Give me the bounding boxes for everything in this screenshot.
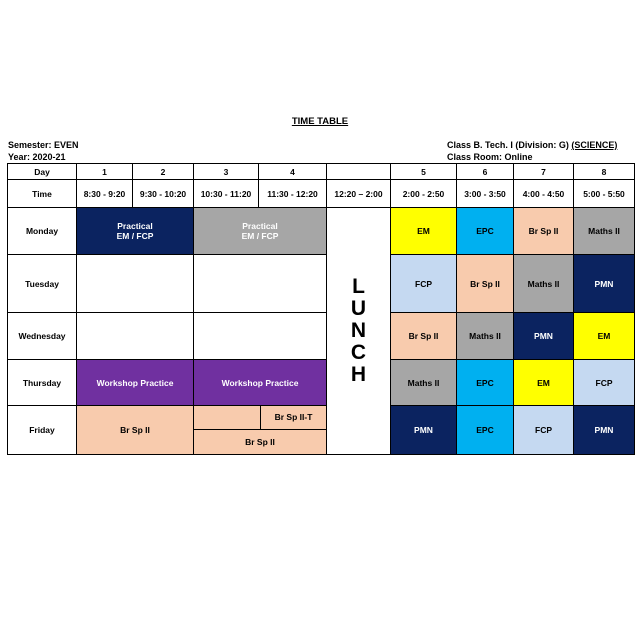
thursday-workshop-2: Workshop Practice	[194, 360, 327, 406]
wednesday-p6: Maths II	[457, 313, 514, 360]
day-label-tuesday: Tuesday	[8, 255, 77, 313]
period-header-3: 3	[194, 164, 259, 180]
day-header: Day	[8, 164, 77, 180]
wednesday-p7: PMN	[514, 313, 574, 360]
wednesday-empty-1	[77, 313, 194, 360]
period-header-lunch	[327, 164, 391, 180]
monday-practical-2	[194, 208, 327, 255]
wednesday-p8: EM	[574, 313, 635, 360]
lunch-letter-c: C	[350, 341, 367, 364]
time-slot-2: 9:30 - 10:20	[133, 180, 194, 208]
lunch-letter-l: L	[352, 275, 365, 298]
monday-practical-1-line2: EM / FCP	[116, 231, 154, 241]
time-slot-3: 10:30 - 11:20	[194, 180, 259, 208]
class-prefix: Class B. Tech. I (Division: G)	[447, 140, 569, 150]
time-slot-7: 4:00 - 4:50	[514, 180, 574, 208]
thursday-p7: EM	[514, 360, 574, 406]
friday-p7: FCP	[514, 406, 574, 455]
thursday-p5: Maths II	[391, 360, 457, 406]
time-slot-6: 3:00 - 3:50	[457, 180, 514, 208]
year-label: Year: 2020-21	[8, 152, 66, 162]
time-slot-8: 5:00 - 5:50	[574, 180, 635, 208]
thursday-workshop-1: Workshop Practice	[77, 360, 194, 406]
period-header-6: 6	[457, 164, 514, 180]
time-slot-lunch: 12:20 – 2:00	[327, 180, 391, 208]
monday-practical-1-line1: Practical	[117, 221, 153, 231]
monday-row	[8, 208, 635, 255]
wednesday-empty-2	[194, 313, 327, 360]
tuesday-row	[8, 255, 635, 313]
time-row	[8, 180, 635, 208]
friday-p8: PMN	[574, 406, 635, 455]
friday-br-sp-1: Br Sp II	[77, 406, 194, 455]
class-stream: (SCIENCE)	[571, 140, 618, 150]
lunch-letter-n: N	[350, 319, 367, 342]
day-label-wednesday: Wednesday	[8, 313, 77, 360]
time-header: Time	[8, 180, 77, 208]
wednesday-p5: Br Sp II	[391, 313, 457, 360]
monday-p5: EM	[391, 208, 457, 255]
friday-br-sp-t: Br Sp II-T	[261, 406, 327, 429]
monday-practical-2-line1: Practical	[242, 221, 278, 231]
lunch-letter-h: H	[350, 363, 367, 386]
thursday-p6: EPC	[457, 360, 514, 406]
day-label-friday: Friday	[8, 406, 77, 455]
tuesday-empty-1	[77, 255, 194, 313]
period-header-8: 8	[574, 164, 635, 180]
friday-p5: PMN	[391, 406, 457, 455]
monday-practical-2-line2: EM / FCP	[241, 231, 279, 241]
tuesday-p8: PMN	[574, 255, 635, 313]
timetable	[7, 163, 635, 455]
friday-split-table	[194, 406, 326, 454]
friday-br-sp-2: Br Sp II	[194, 429, 326, 454]
wednesday-row	[8, 313, 635, 360]
monday-p7: Br Sp II	[514, 208, 574, 255]
tuesday-p7: Maths II	[514, 255, 574, 313]
class-label	[447, 139, 617, 151]
period-header-1: 1	[77, 164, 133, 180]
lunch-column	[327, 208, 391, 455]
time-slot-5: 2:00 - 2:50	[391, 180, 457, 208]
period-header-4: 4	[259, 164, 327, 180]
time-slot-4: 11:30 - 12:20	[259, 180, 327, 208]
lunch-letter-u: U	[350, 297, 367, 320]
lunch-label	[351, 276, 366, 386]
monday-p6: EPC	[457, 208, 514, 255]
friday-p6: EPC	[457, 406, 514, 455]
classroom-label: Class Room: Online	[447, 152, 533, 162]
thursday-row	[8, 360, 635, 406]
thursday-p8: FCP	[574, 360, 635, 406]
monday-p8: Maths II	[574, 208, 635, 255]
meta-left	[8, 139, 79, 163]
tuesday-p6: Br Sp II	[457, 255, 514, 313]
friday-row	[8, 406, 635, 455]
friday-split-blank	[194, 406, 261, 429]
period-row	[8, 164, 635, 180]
period-header-5: 5	[391, 164, 457, 180]
tuesday-empty-2	[194, 255, 327, 313]
monday-practical-1	[77, 208, 194, 255]
page-title: TIME TABLE	[291, 116, 349, 127]
friday-split-block	[194, 406, 327, 455]
period-header-7: 7	[514, 164, 574, 180]
meta-right	[447, 139, 617, 163]
tuesday-p5: FCP	[391, 255, 457, 313]
day-label-monday: Monday	[8, 208, 77, 255]
semester-label: Semester: EVEN	[8, 140, 79, 150]
time-slot-1: 8:30 - 9:20	[77, 180, 133, 208]
day-label-thursday: Thursday	[8, 360, 77, 406]
period-header-2: 2	[133, 164, 194, 180]
